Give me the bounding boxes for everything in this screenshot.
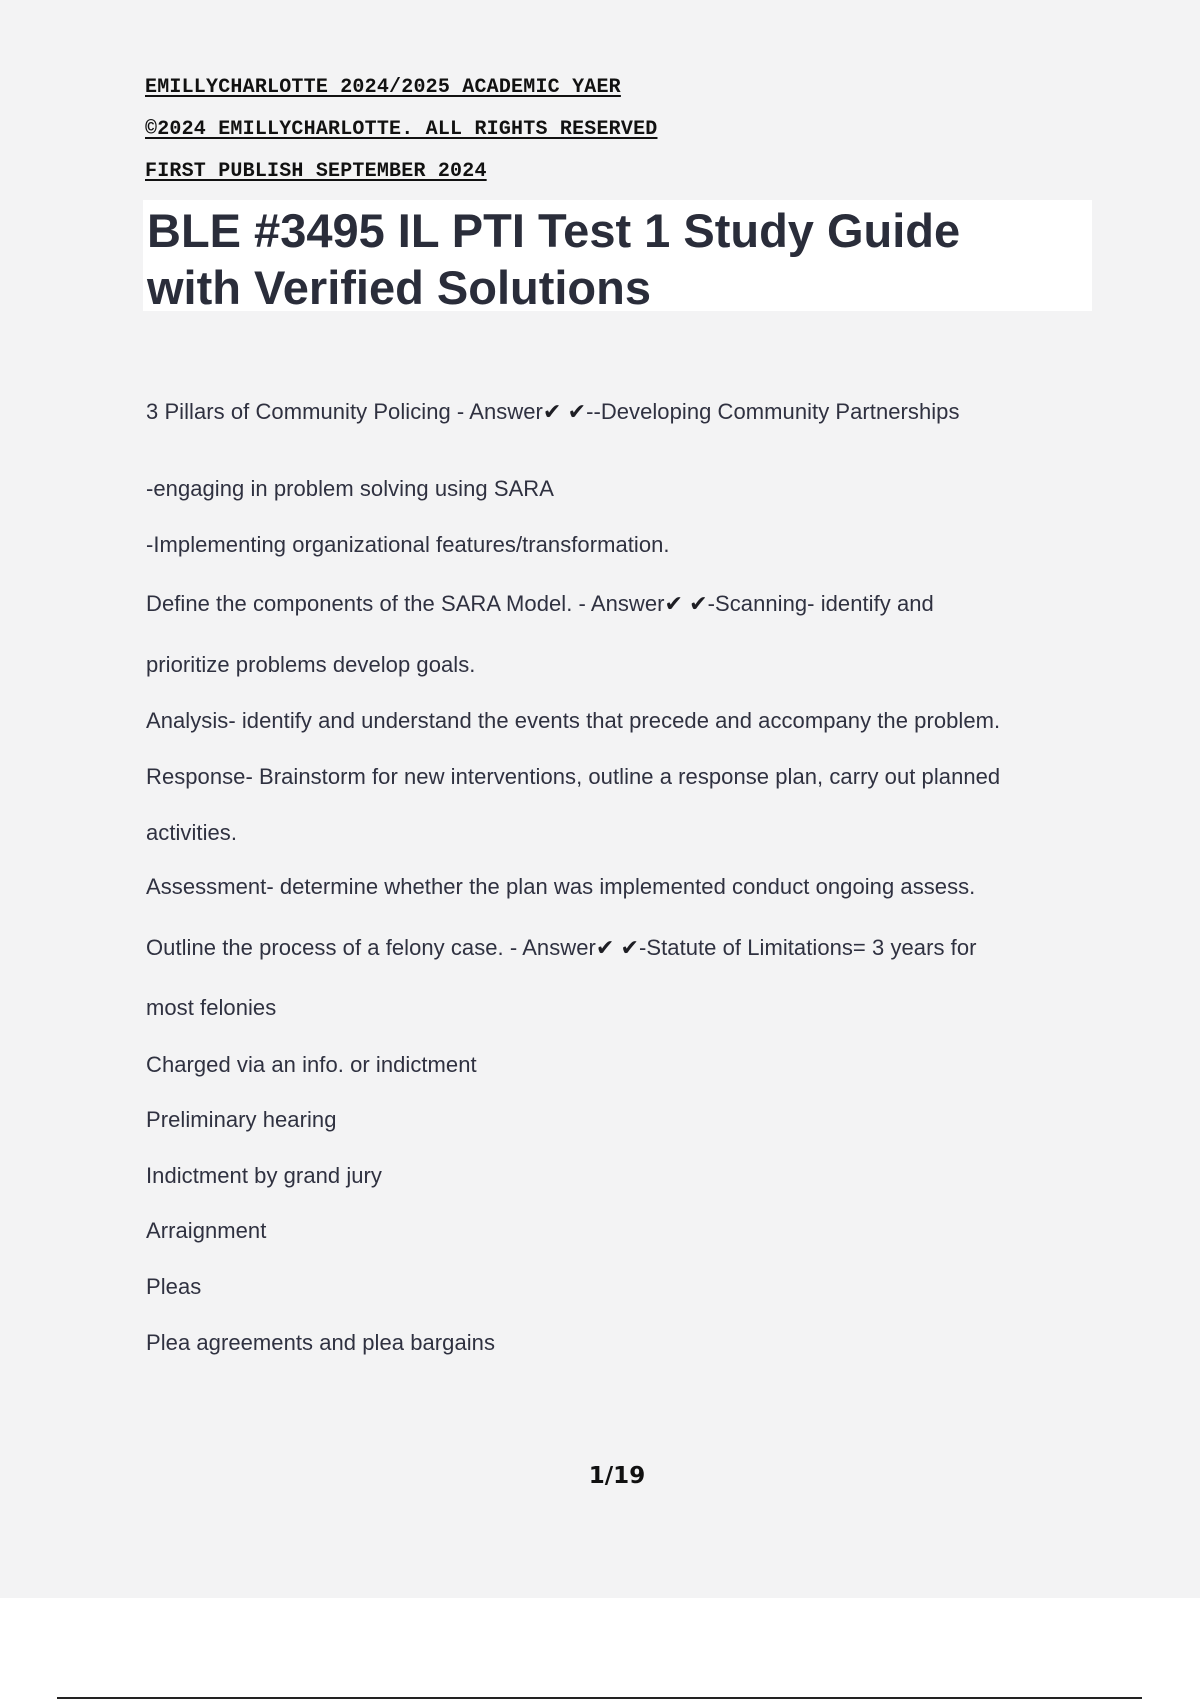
answer-line: most felonies	[146, 995, 277, 1020]
answer-line: Pleas	[146, 1274, 202, 1299]
title-line-2: with Verified Solutions	[147, 261, 651, 314]
answer-text: --Developing Community Partnerships	[586, 399, 960, 424]
answer-line: Assessment- determine whether the plan was implemented conduct ongoing assess.	[146, 874, 976, 899]
checkmark-icon: ✔	[664, 592, 683, 617]
qa-line	[146, 591, 934, 617]
answer-line: Charged via an info. or indictment	[146, 1052, 477, 1077]
answer-line: Indictment by grand jury	[146, 1163, 382, 1188]
header-academic-year: EMILLYCHARLOTTE 2024/2025 ACADEMIC YAER	[145, 76, 621, 99]
page-number: 1/19	[588, 1463, 646, 1489]
qa-line	[146, 399, 960, 425]
answer-text: -Scanning- identify and	[707, 591, 934, 616]
answer-line: activities.	[146, 820, 238, 845]
checkmark-icon: ✔	[620, 936, 640, 961]
answer-line: -Implementing organizational features/transformation.	[146, 532, 670, 557]
answer-line: -engaging in problem solving using SARA	[146, 476, 554, 501]
answer-line: Preliminary hearing	[146, 1107, 337, 1132]
bottom-divider	[57, 1697, 1142, 1699]
document-title	[147, 202, 960, 316]
answer-text: -Statute of Limitations= 3 years for	[639, 935, 977, 960]
qa-line	[146, 935, 976, 961]
title-line-1: BLE #3495 IL PTI Test 1 Study Guide	[147, 204, 961, 257]
checkmark-icon: ✔	[595, 936, 615, 961]
answer-line: Response- Brainstorm for new interventions, outline a response plan, carry out planned	[146, 764, 1001, 789]
answer-line: Plea agreements and plea bargains	[146, 1330, 495, 1355]
question-text: 3 Pillars of Community Policing - Answer	[146, 399, 543, 424]
answer-line: Arraignment	[146, 1218, 267, 1243]
checkmark-icon: ✔	[567, 400, 587, 425]
header-copyright: ©2024 EMILLYCHARLOTTE. ALL RIGHTS RESERVED	[145, 118, 658, 141]
question-text: Define the components of the SARA Model. - Answer	[146, 591, 665, 616]
answer-line: prioritize problems develop goals.	[146, 652, 476, 677]
checkmark-icon: ✔	[689, 592, 708, 617]
checkmark-icon: ✔	[542, 400, 562, 425]
question-text: Outline the process of a felony case. - Answer	[146, 935, 596, 960]
header-publish-date: FIRST PUBLISH SEPTEMBER 2024	[145, 160, 487, 183]
answer-line: Analysis- identify and understand the events that precede and accompany the problem.	[146, 708, 1001, 733]
